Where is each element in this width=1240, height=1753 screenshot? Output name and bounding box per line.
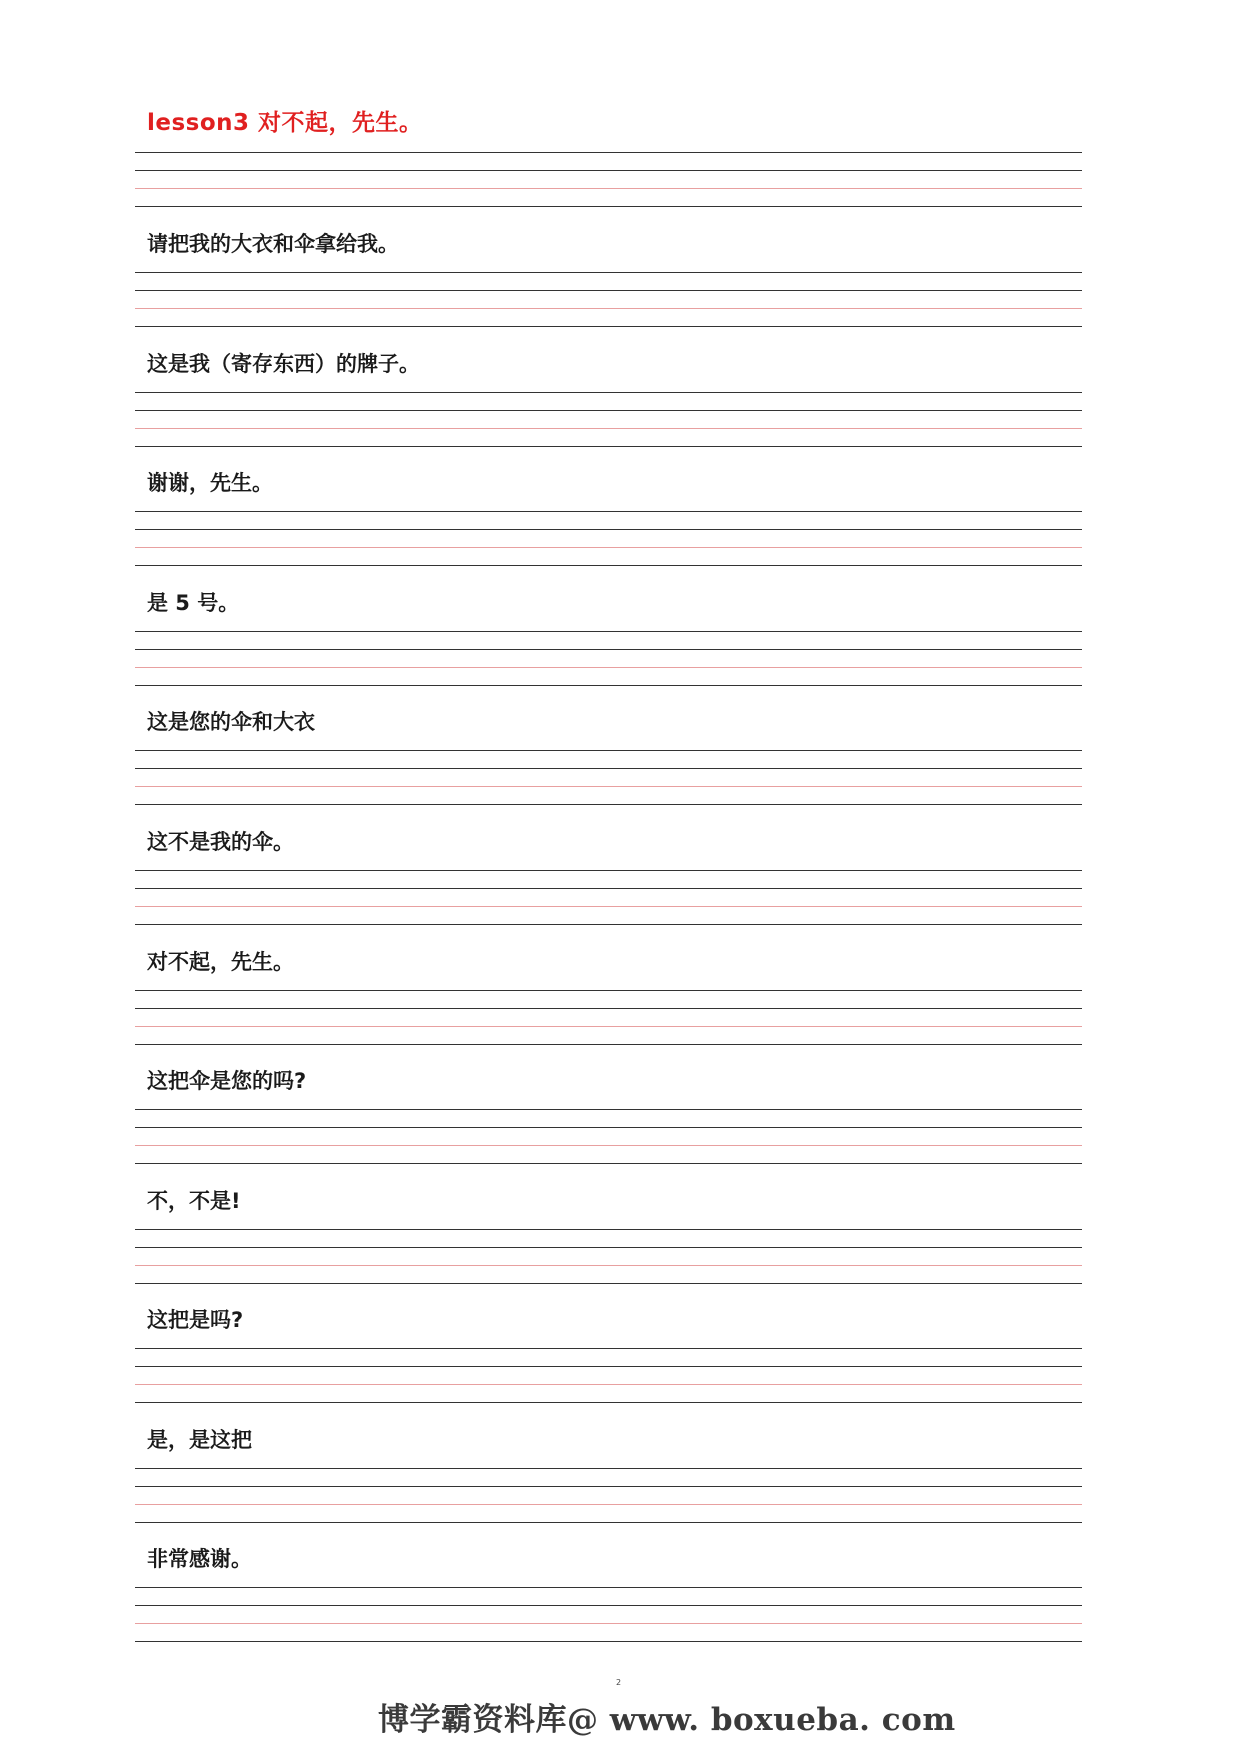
writing-line-mid [135,410,1082,411]
writing-line-bottom [135,565,1082,566]
watermark-at-sign: @ [567,1702,599,1738]
writing-line-bottom [135,206,1082,207]
writing-line-top [135,1229,1082,1230]
writing-line-bottom [135,326,1082,327]
writing-line-bottom [135,1402,1082,1403]
writing-line-top [135,1587,1082,1588]
writing-line-bottom [135,804,1082,805]
writing-line-top [135,1348,1082,1349]
writing-line-mid [135,1366,1082,1367]
sentence-text: 请把我的大衣和伞拿给我。 [147,232,399,256]
writing-line-mid [135,529,1082,530]
writing-line-mid [135,768,1082,769]
sentence-text: 是 5 号。 [147,591,240,615]
lesson-title: lesson3 对不起，先生。 [147,110,423,136]
writing-line-bottom [135,1641,1082,1642]
writing-line-red [135,1145,1082,1146]
sentence-text: 这把伞是您的吗? [147,1069,307,1093]
writing-line-top [135,870,1082,871]
writing-line-top [135,1109,1082,1110]
sentence-text: 是，是这把 [147,1428,252,1452]
writing-line-bottom [135,924,1082,925]
writing-line-top [135,1468,1082,1469]
writing-line-red [135,1026,1082,1027]
writing-line-top [135,990,1082,991]
writing-line-bottom [135,685,1082,686]
writing-line-red [135,786,1082,787]
writing-line-mid [135,170,1082,171]
watermark-cn-text: 博学霸资料库 [378,1702,567,1738]
writing-line-red [135,428,1082,429]
writing-line-red [135,1265,1082,1266]
writing-line-red [135,547,1082,548]
writing-line-red [135,1504,1082,1505]
writing-line-bottom [135,1163,1082,1164]
writing-line-mid [135,888,1082,889]
sentence-text: 不，不是! [147,1189,241,1213]
writing-line-mid [135,1247,1082,1248]
writing-line-top [135,631,1082,632]
writing-line-red [135,906,1082,907]
writing-line-red [135,667,1082,668]
writing-line-mid [135,649,1082,650]
writing-line-red [135,1384,1082,1385]
sentence-text: 这不是我的伞。 [147,830,294,854]
writing-line-bottom [135,446,1082,447]
writing-line-bottom [135,1283,1082,1284]
page-number: 2 [616,1678,622,1687]
writing-line-bottom [135,1522,1082,1523]
writing-line-red [135,188,1082,189]
writing-line-top [135,152,1082,153]
sentence-text: 非常感谢。 [147,1547,252,1571]
watermark [378,1694,956,1739]
sentence-text: 对不起，先生。 [147,950,294,974]
writing-line-top [135,272,1082,273]
writing-line-top [135,511,1082,512]
writing-line-red [135,1623,1082,1624]
writing-line-mid [135,1605,1082,1606]
writing-line-top [135,392,1082,393]
writing-line-mid [135,1008,1082,1009]
writing-line-bottom [135,1044,1082,1045]
sentence-text: 这是您的伞和大衣 [147,710,315,734]
sentence-text: 这是我（寄存东西）的牌子。 [147,352,420,376]
writing-line-mid [135,290,1082,291]
writing-line-mid [135,1127,1082,1128]
writing-line-top [135,750,1082,751]
watermark-url: www. boxueba. com [609,1702,956,1738]
writing-line-mid [135,1486,1082,1487]
sentence-text: 谢谢，先生。 [147,471,273,495]
writing-line-red [135,308,1082,309]
sentence-text: 这把是吗? [147,1308,244,1332]
